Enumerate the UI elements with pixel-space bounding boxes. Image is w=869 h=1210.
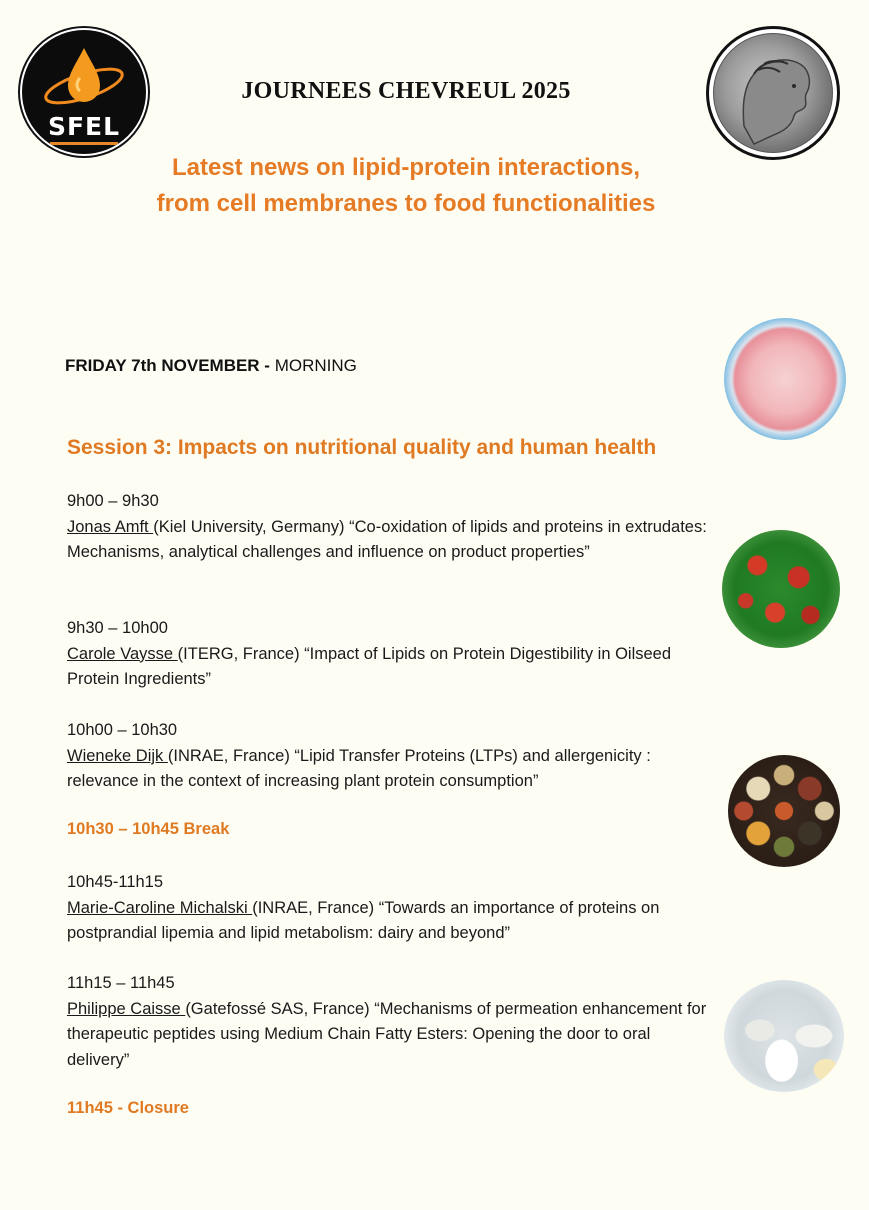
portrait-image [713, 33, 833, 153]
talk-details: (ITERG, France) “Impact of Lipids on Protein Digestibility in Oilseed Protein Ingredients” [67, 644, 672, 688]
event-subtitle [0, 150, 812, 222]
page-title: JOURNEES CHEVREUL 2025 [241, 78, 571, 104]
day-period: MORNING [274, 356, 357, 375]
talk-details: (INRAE, France) “Lipid Transfer Proteins (LTPs) and allergenicity : relevance in the context of increasing plant protein consumption” [67, 746, 651, 790]
subtitle-line-1: Latest news on lipid-protein interactions, [171, 154, 641, 181]
talk-time: 10h45-11h15 [67, 873, 164, 891]
talk-item [67, 870, 717, 947]
legumes-illustration [728, 755, 840, 867]
talk-item [67, 971, 707, 1073]
talk-item [67, 616, 717, 693]
talk-item [67, 718, 717, 795]
talk-speaker: Marie-Caroline Michalski [67, 898, 253, 917]
microscopy-illustration [722, 530, 840, 648]
talk-speaker: Philippe Caisse [67, 999, 186, 1018]
subtitle-line-2: from cell membranes to food functionalities [156, 190, 656, 217]
chevreul-portrait-medallion [706, 26, 840, 160]
session-title: Session 3: Impacts on nutritional quality and human health [67, 436, 657, 459]
dairy-products-illustration [724, 980, 844, 1092]
closure-label: 11h45 - Closure [67, 1099, 189, 1117]
talk-details: (Gatefossé SAS, France) “Mechanisms of permeation enhancement for therapeutic peptides using Medium Chain Fatty Esters: Opening the door to oral delivery” [67, 999, 707, 1069]
talk-time: 9h00 – 9h30 [67, 492, 159, 510]
talk-time: 10h00 – 10h30 [67, 721, 178, 739]
talk-item [67, 489, 717, 566]
logo-underline [50, 142, 118, 145]
break-label: 10h30 – 10h45 Break [67, 820, 230, 838]
talk-details: (INRAE, France) “Towards an importance of proteins on postprandial lipemia and lipid metabolism: dairy and beyond” [67, 898, 660, 942]
logo-text: SFEL [47, 112, 121, 141]
talk-time: 11h15 – 11h45 [67, 974, 175, 992]
talk-time: 9h30 – 10h00 [67, 619, 168, 637]
day-heading [65, 356, 357, 376]
talk-speaker: Wieneke Dijk [67, 746, 168, 765]
talk-details: (Kiel University, Germany) “Co-oxidation of lipids and proteins in extrudates: Mechanisms, analytical challenges and influence on product properties” [67, 517, 707, 561]
talk-speaker: Jonas Amft [67, 517, 154, 536]
profile-head-icon [714, 34, 832, 152]
liposome-illustration [724, 318, 846, 440]
day-label: FRIDAY 7th NOVEMBER - [65, 356, 275, 375]
talk-speaker: Carole Vaysse [67, 644, 178, 663]
